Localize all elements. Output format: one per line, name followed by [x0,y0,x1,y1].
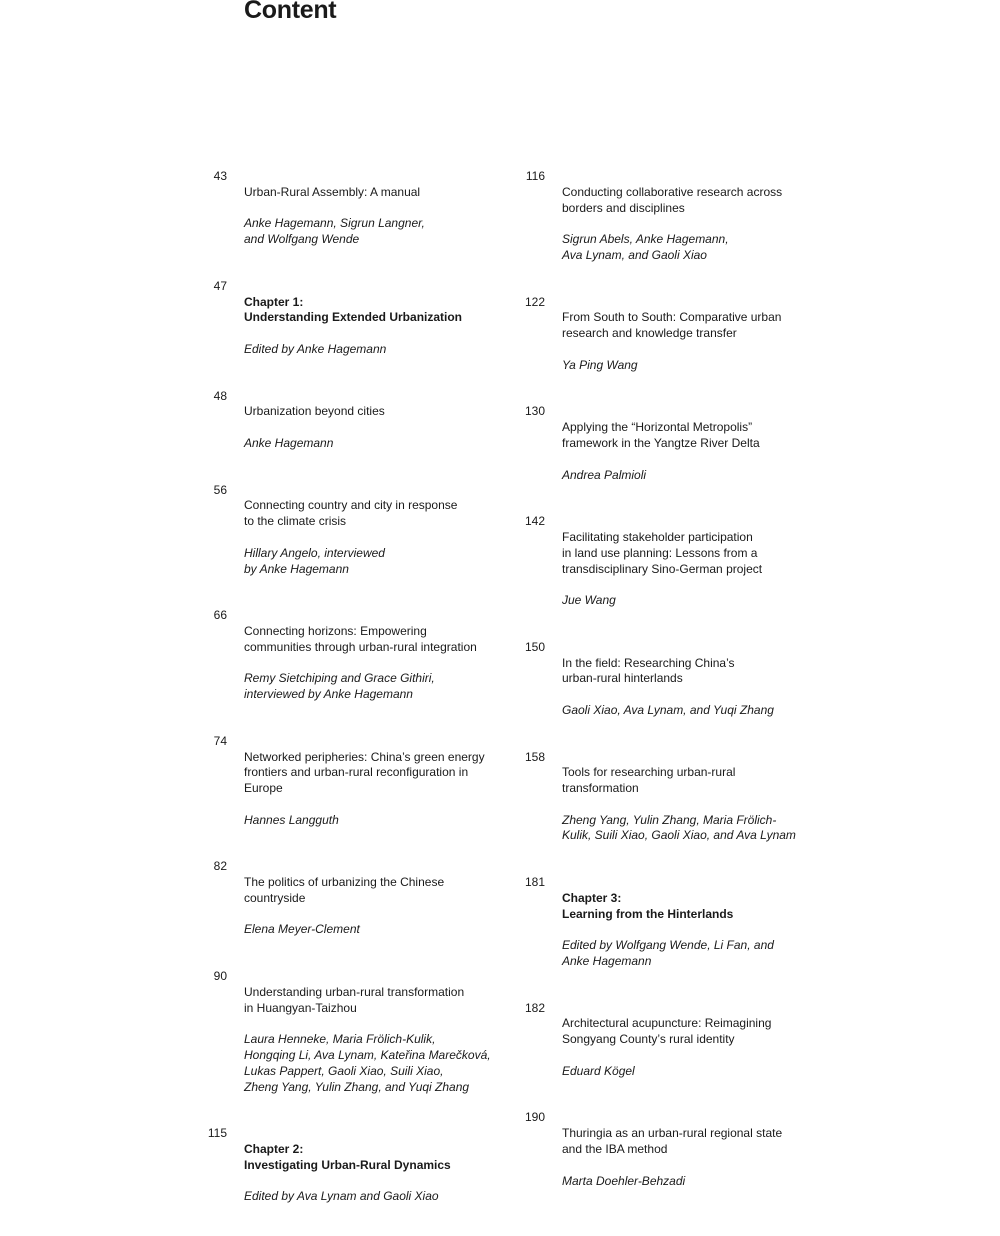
page-title: Content [244,0,337,24]
toc-entry-authors: Edited by Ava Lynam and Gaoli Xiao [244,1189,439,1204]
toc-page-number: 115 [207,1126,227,1141]
toc-entry-authors: Hillary Angelo, interviewed by Anke Hagemann [244,545,385,576]
toc-page-number: 130 [524,404,545,419]
toc-entry-authors: Gaoli Xiao, Ava Lynam, and Yuqi Zhang [562,702,774,717]
toc-entry-title: Urban-Rural Assembly: A manual [244,184,421,199]
toc-chapter-title: Chapter 1: Understanding Extended Urbanization [244,294,463,325]
toc-entry-body [562,1001,808,1096]
toc-page-number: 122 [524,294,545,309]
toc-entry-authors: Zheng Yang, Yulin Zhang, Maria Frölich- Kulik, Suili Xiao, Gaoli Xiao, and Ava Lynam [562,812,796,843]
toc-page-number: 48 [213,388,227,403]
toc-entry-body [562,1110,808,1205]
toc-entry-body [244,734,502,845]
toc-page-number: 90 [213,969,227,984]
toc-entry [508,640,808,735]
toc-entry-authors: Andrea Palmioli [562,467,647,482]
toc-chapter-title: Chapter 3: Learning from the Hinterlands [562,890,734,921]
toc-entry-chapter [190,1126,502,1221]
toc-entry [508,169,808,280]
toc-entry-title: Applying the “Horizontal Metropolis” framework in the Yangtze River Delta [562,420,760,450]
toc-entry-body [244,169,502,264]
toc-entry-body [562,875,808,986]
toc-column-right [508,169,808,1220]
toc-entry [508,514,808,625]
toc-entry-body [244,483,502,594]
toc-entry [508,750,808,861]
toc-entry-body [244,608,502,719]
toc-entry-chapter [508,875,808,986]
toc-entry [190,608,502,719]
toc-entry-title: The politics of urbanizing the Chinese countryside [244,875,445,905]
toc-entry [508,1001,808,1096]
toc-entry-title: Facilitating stakeholder participation in land use planning: Lessons from a transdisciplinary Sino-German project [562,529,763,576]
toc-entry [190,169,502,264]
toc-entry-body [562,514,808,625]
toc-entry-body [562,640,808,735]
toc-page-number: 82 [213,859,227,874]
toc-entry-body [562,750,808,861]
toc-entry-authors: Anke Hagemann, Sigrun Langner, and Wolfgang Wende [244,216,425,247]
toc-page-number: 181 [524,875,545,890]
toc-entry-authors: Anke Hagemann [244,435,334,450]
toc-entry-title: From South to South: Comparative urban research and knowledge transfer [562,310,782,341]
toc-page-number: 43 [213,169,227,183]
toc-page-number: 47 [213,278,227,293]
toc-entry-body [562,169,808,280]
toc-page-number: 66 [213,608,227,623]
toc-entry [508,295,808,390]
toc-entry-title: Architectural acupuncture: Reimagining Songyang County’s rural identity [562,1016,772,1047]
toc-entry-body [244,279,502,374]
toc-entry [508,1110,808,1205]
toc-entry-authors: Elena Meyer-Clement [244,922,360,937]
toc-entry-chapter [190,279,502,374]
toc-entry [190,969,502,1111]
toc-entry-authors: Edited by Wolfgang Wende, Li Fan, and Anke Hagemann [562,938,774,969]
toc-entry [190,734,502,845]
toc-entry-title: Urbanization beyond cities [244,404,385,419]
toc-entry-authors: Marta Doehler-Behzadi [562,1173,686,1188]
toc-entry [190,483,502,594]
toc-page-number: 182 [524,1000,545,1015]
toc-entry-title: Thuringia as an urban-rural regional state and the IBA method [562,1126,783,1157]
toc-page-number: 116 [525,169,545,183]
toc-entry-title: Tools for researching urban-rural transformation [562,765,736,796]
toc-entry-title: Connecting country and city in response to the climate crisis [244,498,458,529]
toc-page-number: 56 [213,482,227,497]
toc-entry [508,404,808,499]
toc-chapter-title: Chapter 2: Investigating Urban-Rural Dynamics [244,1142,451,1172]
toc-entry-title: Networked peripheries: China’s green energy frontiers and urban-rural reconfiguration in Europe [244,749,485,796]
toc-page-number: 142 [524,514,545,529]
toc-entry [190,859,502,954]
toc-entry-body [244,1126,502,1221]
toc-entry-title: In the field: Researching China’s urban-rural hinterlands [562,655,735,686]
toc-page-number: 190 [524,1110,545,1125]
toc-entry-body [244,969,502,1111]
toc-entry-authors: Edited by Anke Hagemann [244,341,387,356]
toc-entry-authors: Ya Ping Wang [562,357,638,372]
toc-entry-body [562,404,808,499]
toc-page-number: 150 [524,639,545,654]
toc-page-number: 158 [524,749,545,764]
toc-entry-body [244,389,502,468]
toc-entry-title: Conducting collaborative research across borders and disciplines [562,184,783,215]
toc-entry-authors: Eduard Kögel [562,1063,635,1078]
toc-entry-authors: Remy Sietchiping and Grace Githiri, interviewed by Anke Hagemann [244,671,435,702]
toc-entry-body [244,859,502,954]
toc-entry-authors: Jue Wang [562,593,616,608]
toc-page-number: 74 [213,733,227,748]
toc-entry-authors: Laura Henneke, Maria Frölich-Kulik, Hongqing Li, Ava Lynam, Kateřina Marečková, Lukas Pappert, Gaoli Xiao, Suili Xiao, Zheng Yang, Yulin Zhang, and Yuqi Zhang [244,1032,491,1094]
toc-entry-body [562,295,808,390]
toc-entry [190,389,502,468]
toc-entry-authors: Hannes Langguth [244,812,339,827]
toc-entry-title: Connecting horizons: Empowering communities through urban-rural integration [244,623,477,654]
toc-column-left [190,169,502,1236]
toc-entry-authors: Sigrun Abels, Anke Hagemann, Ava Lynam, and Gaoli Xiao [562,232,729,262]
toc-entry-title: Understanding urban-rural transformation in Huangyan-Taizhou [244,984,465,1015]
